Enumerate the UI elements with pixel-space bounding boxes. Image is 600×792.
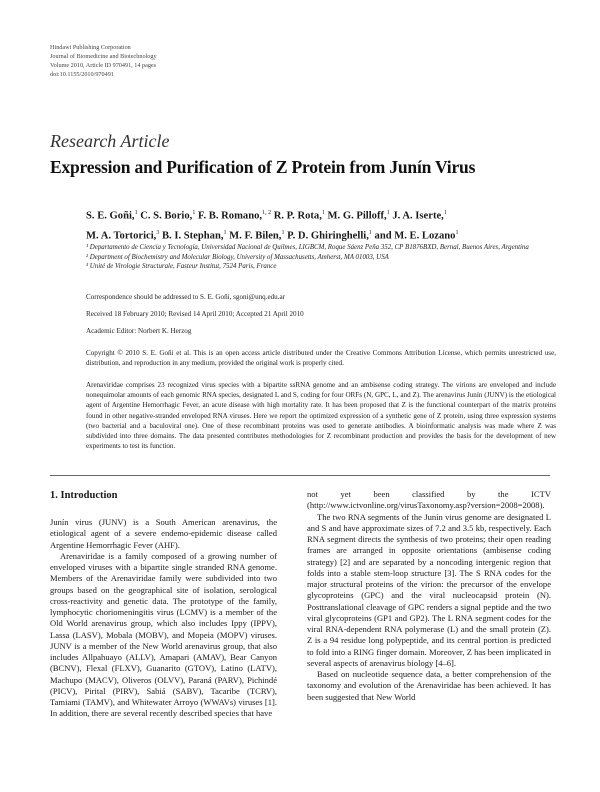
author-affiliation-mark: 1 — [223, 229, 227, 236]
author-name: C. S. Borio, — [140, 210, 193, 222]
affiliation-3: ³ Unité de Virologie Structurale, Fasteur Institut, 7524 Paris, France — [86, 263, 277, 270]
abstract: Arenaviridae comprises 23 recognized virus species with a bipartite ssRNA genome and an ambisense coding strategy. The virions are enveloped and include nonequimolar amounts of each genomic RNA species, designated L and S, coding for four ORFs (N, GPC, L, and Z). The arenavirus Junín (JUNV) is the etiological agent of Argentine Hemorrhagic Fever, an acute disease with high mortality rate. It has been proposed that Z is the functional counterpart of the matrix proteins found in other negative-stranded enveloped RNA viruses. Here we report the optimized expression of a synthetic gene of Z protein, using three expression systems (two bacterial and a baculoviral one). One of these recombinant proteins was used to generate antibodies. A bioinformatic analysis was made where Z was subdivided into three domains. The data presented contributes methodologies for Z recombinant production and provides the basis for the development of new experiments to test its function. — [86, 381, 556, 451]
author-affiliation-mark: 1 — [134, 210, 138, 216]
author-name: P. D. Ghiringhelli, — [287, 230, 369, 242]
volume-info: Volume 2010, Article ID 970491, 14 pages — [50, 62, 157, 69]
paragraph: not yet been classified by the ICTV (http://www.ictvonline.org/virusTaxonomy.asp?version=2008=2008). — [307, 489, 551, 511]
paragraph: Arenaviridae is a family composed of a growing number of enveloped viruses with a bipartite single stranded RNA genome. Members of the Arenaviridae family were subdivided into two groups based on the geographical site of isolation, serological cross-reactivity and genetic data. The prototype of the family, lymphocytic choriomeningitis virus (LCMV) is a member of the Old World arenavirus group, which also includes Ippy (IPPV), Lassa (LASV), Mobala (MOBV), and Mopeia (MOPV) viruses. JUNV is a member of the New World arenavirus group, that also includes Allpahuayo (ALLV), Amapari (AMAV), Bear Canyon (BCNV), Flexal (FLXV), Guanarito (GTOV), Latino (LATV), Machupo (MACV), Oliveros (OLVV), Paraná (PARV), Pichindé (PICV), Pirital (PIRV), Sabiá (SABV), Tacaribe (TCRV), Tamiami (TAMV), and Whitewater Arroyo (WWAVs) viruses [1]. In addition, there are several recently described species that have — [50, 550, 277, 719]
author-name: M. F. Bilen, — [229, 230, 282, 242]
author-name: S. E. Goñi, — [86, 210, 135, 222]
affiliations — [86, 243, 556, 272]
author-list — [86, 205, 556, 244]
section-heading: 1. Introduction — [50, 490, 118, 501]
left-column — [50, 517, 277, 720]
article-dates: Received 18 February 2010; Revised 14 April 2010; Accepted 21 April 2010 — [86, 310, 304, 318]
author-name: M. G. Pilloff, — [327, 210, 387, 222]
author-name: and M. E. Lozano — [374, 230, 456, 242]
author-affiliation-mark: 1 — [368, 229, 372, 236]
author-affiliation-mark: 1, 2 — [262, 210, 272, 216]
right-column — [307, 489, 551, 703]
paragraph: The two RNA segments of the Junín virus genome are designated L and S and have approximate sizes of 7.2 and 3.5 kb, respectively. Each RNA segment directs the synthesis of two proteins; their open reading frames are arranged in opposite orientations (ambisense coding strategy) [2] and are separated by a noncoding intergenic region that folds into a stable stem-loop structure [3]. The S RNA codes for the major structural proteins of the virion: the precursor of the envelope glycoproteins (GPC) and the viral nucleocapsid protein (N). Posttranslational cleavage of GPC renders a signal peptide and the two viral glycoproteins (GP1 and GP2). The L RNA segment codes for the viral RNA-dependent RNA polymerase (L) and the small protein (Z). Z is a 94 residue long polypeptide, and its central portion is predicted to fold into a RING finger domain. Moreover, Z has been implicated in several aspects of arenavirus biology [4–6]. — [307, 511, 551, 668]
author-affiliation-mark: 1 — [386, 210, 390, 216]
author-affiliation-mark: 1 — [281, 229, 285, 236]
copyright-notice: Copyright © 2010 S. E. Goñi et al. This is an open access article distributed under the Creative Commons Attribution License, which permits unrestricted use, distribution, and reproduction in any medium, provided the original work is properly cited. — [86, 349, 556, 368]
author-name: M. A. Tortorici, — [86, 230, 157, 242]
author-name: F. B. Romano, — [197, 210, 263, 222]
affiliation-2: ² Department of Biochemistry and Molecular Biology, University of Massachusetts, Amherst, MA 01003, USA — [86, 253, 389, 261]
doi: doi:10.1155/2010/970491 — [50, 71, 114, 78]
journal-name: Journal of Biomedicine and Biotechnology — [50, 53, 157, 60]
correspondence: Correspondence should be addressed to S. E. Goñi, sgoni@unq.edu.ar — [86, 293, 286, 301]
paragraph: Junín virus (JUNV) is a South American arenavirus, the etiological agent of a severe endemo-epidemic disease called Argentine Hemorrhagic Fever (AHF). — [50, 517, 277, 550]
affiliation-1: ¹ Departamento de Ciencia y Tecnología, Universidad Nacional de Quilmes, LIGBCM, Roque Sáenz Peña 352, CP B1876BXD, Bernal, Buenos Aires, Argentina — [86, 244, 529, 251]
author-name: R. P. Rota, — [273, 210, 322, 222]
author-name: J. A. Iserte, — [392, 210, 444, 222]
academic-editor: Academic Editor: Norbert K. Herzog — [86, 327, 192, 335]
author-affiliation-mark: 1 — [321, 210, 325, 216]
publisher-name: Hindawi Publishing Corporation — [50, 44, 131, 51]
paragraph: Based on nucleotide sequence data, a better comprehension of the taxonomy and evolution of the Arenaviridae has been achieved. It has been suggested that New World — [307, 669, 551, 702]
author-name: B. I. Stephan, — [161, 230, 224, 242]
author-affiliation-mark: 1 — [455, 229, 459, 236]
article-title: Expression and Purification of Z Protein from Junín Virus — [50, 157, 476, 177]
article-type: Research Article — [50, 131, 170, 151]
author-affiliation-mark: 3 — [156, 229, 160, 236]
author-affiliation-mark: 1 — [192, 210, 196, 216]
section-divider — [50, 475, 550, 476]
author-affiliation-mark: 1 — [443, 210, 447, 216]
journal-header — [50, 43, 157, 79]
